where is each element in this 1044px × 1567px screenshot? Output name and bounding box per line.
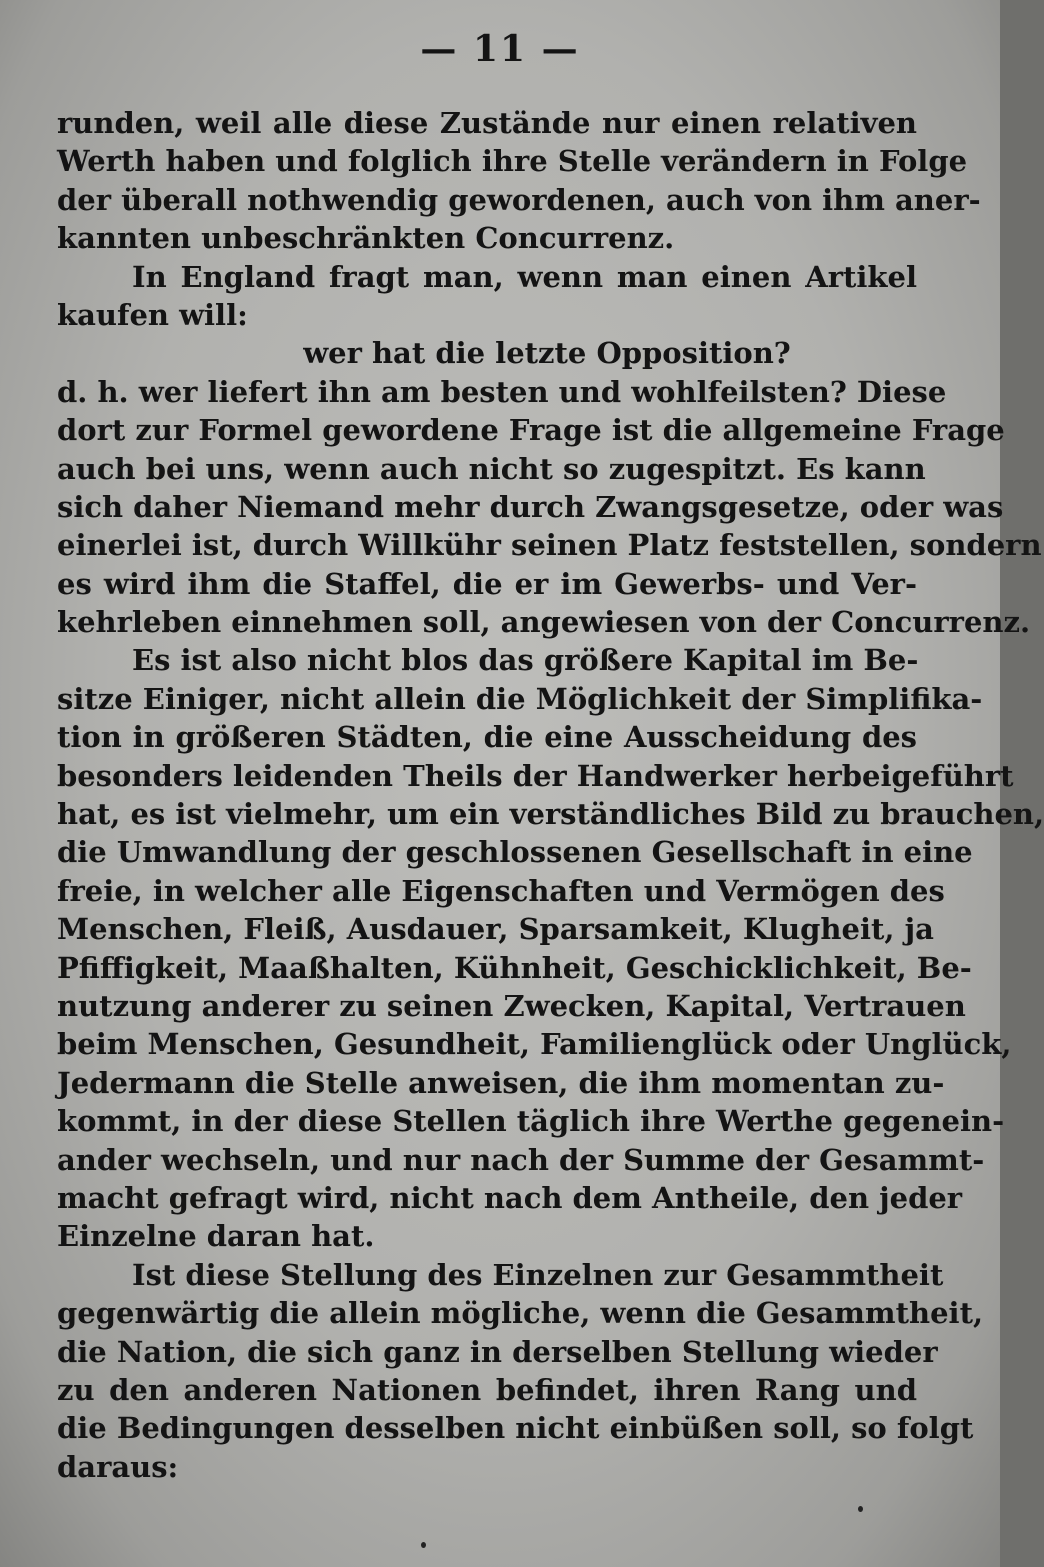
text-line: auch bei uns, wenn auch nicht so zugespitzt. Es kann	[57, 451, 926, 486]
text-line: kehrleben einnehmen soll, angewiesen von der Concurrenz.	[57, 605, 1031, 640]
text-line: die Bedingungen desselben nicht einbüßen soll, so folgt	[57, 1411, 974, 1446]
text-line: hat, es ist vielmehr, um ein verständliches Bild zu brauchen,	[57, 797, 1044, 832]
ink-speck	[858, 1506, 863, 1512]
text-line: macht gefragt wird, nicht nach dem Antheile, den jeder	[57, 1180, 963, 1215]
text-line: einerlei ist, durch Willkühr seinen Platz feststellen, sondern	[57, 528, 1042, 563]
text-line: nutzung anderer zu seinen Zwecken, Kapital, Vertrauen	[57, 988, 966, 1023]
text-line: wer hat die letzte Opposition?	[303, 336, 791, 371]
text-line: zu den anderen Nationen befindet, ihren Rang und	[57, 1372, 917, 1407]
text-line: daraus:	[57, 1449, 179, 1484]
text-line: d. h. wer liefert ihn am besten und wohlfeilsten? Diese	[57, 374, 947, 409]
body-text	[57, 104, 1044, 1486]
ink-speck	[421, 1542, 426, 1548]
text-line: dort zur Formel gewordene Frage ist die allgemeine Frage	[57, 413, 1005, 448]
text-line: gegenwärtig die allein mögliche, wenn die Gesammtheit,	[57, 1296, 984, 1331]
text-line: die Umwandlung der geschlossenen Gesellschaft in eine	[57, 835, 973, 870]
text-line: In England fragt man, wenn man einen Artikel	[132, 259, 917, 294]
text-line: besonders leidenden Theils der Handwerker herbeigeführt	[57, 758, 1014, 793]
text-line: der überall nothwendig gewordenen, auch von ihm aner-	[57, 182, 981, 217]
text-line: Jedermann die Stelle anweisen, die ihm momentan zu-	[57, 1065, 945, 1100]
text-line: ander wechseln, und nur nach der Summe der Gesammt-	[57, 1142, 985, 1177]
text-line: die Nation, die sich ganz in derselben Stellung wieder	[57, 1334, 938, 1369]
text-line: sich daher Niemand mehr durch Zwangsgesetze, oder was	[57, 489, 1004, 524]
text-line: Menschen, Fleiß, Ausdauer, Sparsamkeit, Klugheit, ja	[57, 912, 934, 947]
text-line: beim Menschen, Gesundheit, Familienglück oder Unglück,	[57, 1027, 1012, 1062]
page-number: — 11 —	[420, 28, 580, 70]
text-line: kaufen will:	[57, 297, 248, 332]
text-line: kannten unbeschränkten Concurrenz.	[57, 221, 675, 256]
text-line: Werth haben und folglich ihre Stelle verändern in Folge	[57, 144, 968, 179]
text-line: sitze Einiger, nicht allein die Möglichkeit der Simplifika-	[57, 681, 983, 716]
text-line: Es ist also nicht blos das größere Kapital im Be-	[132, 643, 919, 678]
text-line: tion in größeren Städten, die eine Ausscheidung des	[57, 720, 917, 755]
text-line: Ist diese Stellung des Einzelnen zur Gesammtheit	[132, 1257, 944, 1292]
text-line: kommt, in der diese Stellen täglich ihre Werthe gegenein-	[57, 1104, 1005, 1139]
text-line: es wird ihm die Staffel, die er im Gewerbs- und Ver-	[57, 566, 917, 601]
text-line: freie, in welcher alle Eigenschaften und Vermögen des	[57, 873, 945, 908]
text-line: runden, weil alle diese Zustände nur einen relativen	[57, 106, 917, 140]
text-line: Pfiffigkeit, Maaßhalten, Kühnheit, Geschicklichkeit, Be-	[57, 950, 972, 985]
text-line: Einzelne daran hat.	[57, 1219, 375, 1254]
